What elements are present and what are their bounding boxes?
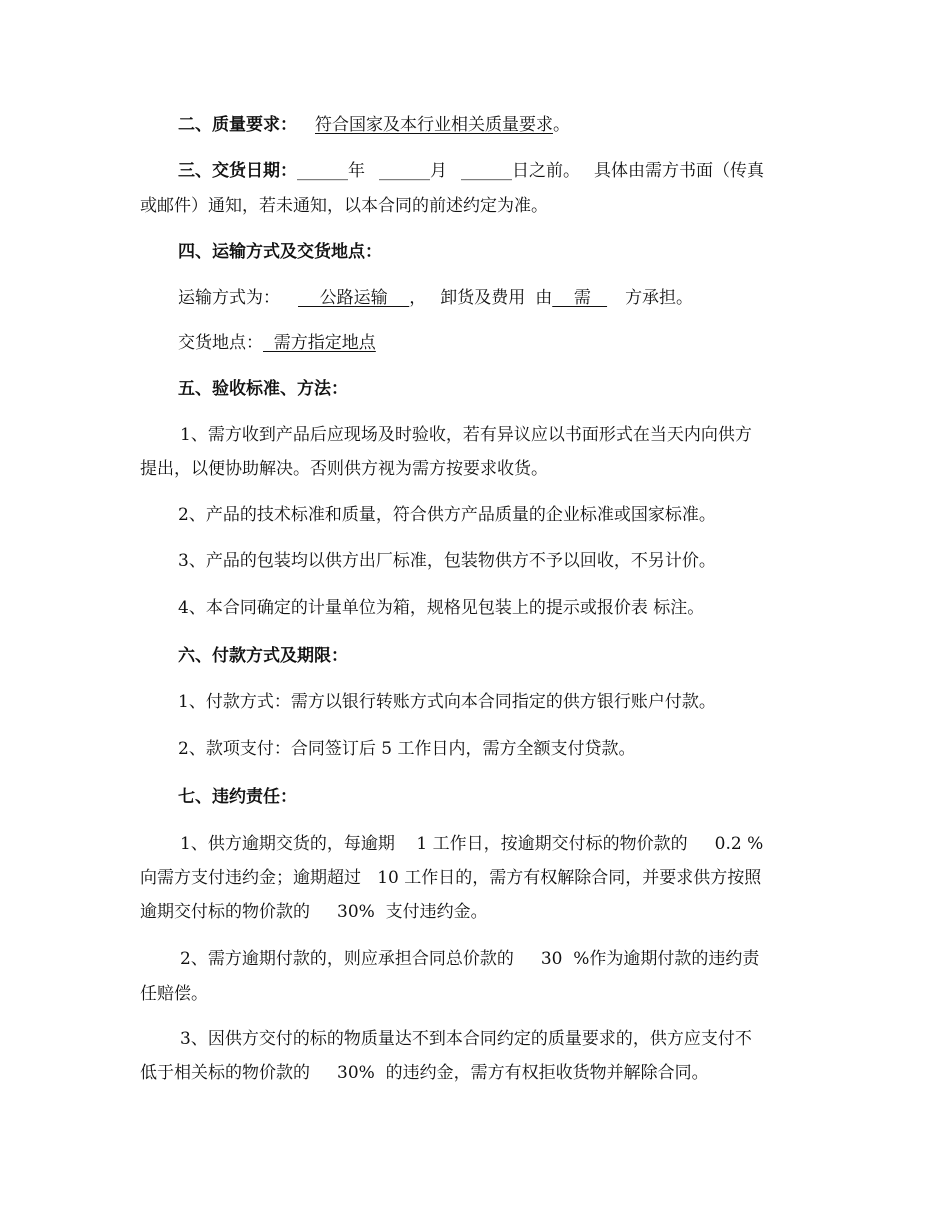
transport-bear: 方承担。 [625,288,694,308]
delivery-blank-month: ______ [379,161,430,181]
quality-line [178,114,570,136]
breach-line-6: 3、因供方交付的标的物质量达不到本合同约定的质量要求的，供方应支付不 [180,1029,752,1049]
breach-line-2: 向需方支付违约金；逾期超过 10 工作日的，需方有权解除合同，并要求供方按照 [140,868,762,888]
delivery-date-line [178,160,764,182]
transport-place-line [178,332,376,354]
payment-item-2: 2、款项支付：合同签订后 5 工作日内，需方全额支付贷款。 [178,739,636,759]
payment-heading: 六、付款方式及期限： [178,646,348,666]
delivery-blank-day: ______ [461,161,512,181]
acceptance-item-2: 2、产品的技术标准和质量，符合供方产品质量的企业标准或国家标准。 [178,505,716,525]
transport-method-label: 运输方式为： [178,288,280,308]
breach-line-7: 低于相关标的物价款的 30% 的违约金，需方有权拒收货物并解除合同。 [140,1063,709,1083]
quality-value: 符合国家及本行业相关质量要求 [315,115,553,135]
delivery-month-label: 月 [430,161,447,181]
transport-heading: 四、运输方式及交货地点： [178,242,382,262]
transport-unload-label: 卸货及费用 [440,288,526,308]
delivery-date-heading: 三、交货日期： [178,161,297,181]
transport-method-line [178,287,693,309]
delivery-date-line2: 或邮件）通知，若未通知，以本合同的前述约定为准。 [140,196,548,216]
breach-line-3: 逾期交付标的物价款的 30% 支付违约金。 [140,902,488,922]
delivery-day-before: 日之前。 [512,161,580,181]
delivery-blank-year: ______ [297,161,348,181]
acceptance-item-1: 1、需方收到产品后应现场及时验收，若有异议应以书面形式在当天内向供方 [180,425,752,445]
acceptance-item-4: 4、本合同确定的计量单位为箱，规格见包装上的提示或报价表 标注。 [178,598,705,618]
delivery-detail: 具体由需方书面（传真 [594,161,764,181]
acceptance-heading: 五、验收标准、方法： [178,379,348,399]
transport-method-value: 公路运输 [298,288,410,308]
quality-heading: 二、质量要求： [178,115,297,135]
breach-line-1: 1、供方逾期交货的，每逾期 1 工作日，按逾期交付标的物价款的 0.2 % [180,834,764,854]
transport-party-value: 需 [552,288,608,308]
transport-place-label: 交货地点： [178,333,263,353]
breach-heading: 七、违约责任： [178,787,297,807]
transport-place-value: 需方指定地点 [263,333,376,353]
transport-by: 由 [535,288,553,308]
transport-comma: ， [409,288,427,308]
breach-line-5: 任赔偿。 [140,984,208,1004]
acceptance-item-3: 3、产品的包装均以供方出厂标准，包装物供方不予以回收，不另计价。 [178,551,716,571]
acceptance-item-1-cont: 提出，以便协助解决。否则供方视为需方按要求收货。 [140,459,548,479]
delivery-year-label: 年 [348,161,365,181]
payment-item-1: 1、付款方式：需方以银行转账方式向本合同指定的供方银行账户付款。 [178,692,716,712]
breach-line-4: 2、需方逾期付款的，则应承担合同总价款的 30 %作为逾期付款的违约责 [180,949,760,969]
quality-end: 。 [553,115,570,135]
